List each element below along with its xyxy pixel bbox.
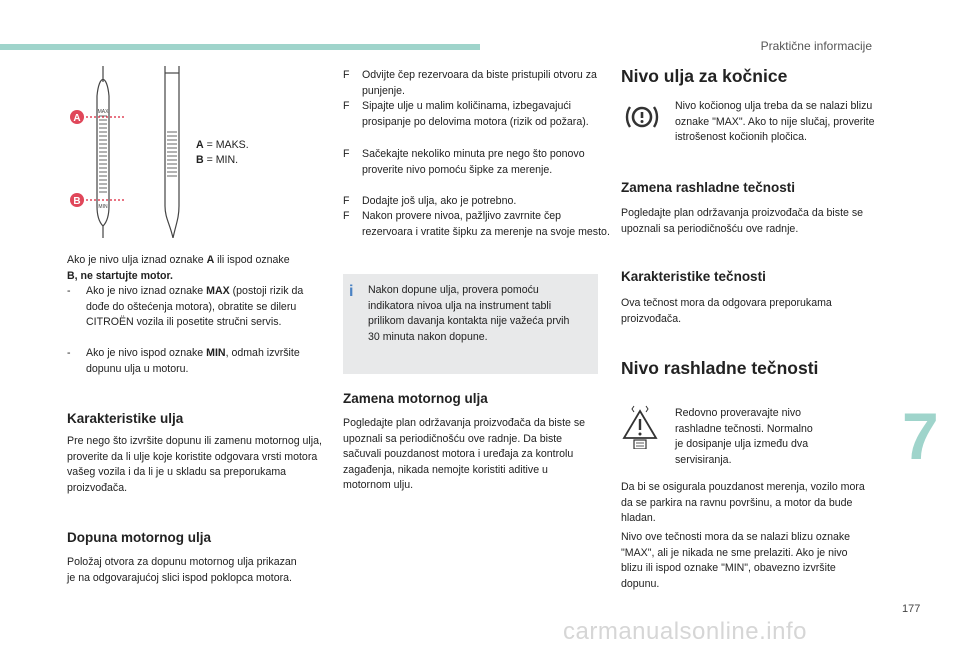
info-box [343,274,598,374]
step-item: F Odvijte čep rezervoara da biste pristupili otvoru za punjenje. [343,69,597,97]
list-item-below-min: - Ako je nivo ispod oznake MIN, odmah izvršite dopunu ulja u motoru. [67,347,300,375]
section-title-fluid-characteristics: Karakteristike tečnosti [621,269,766,284]
marker-a [70,110,84,124]
dipstick-illustration [62,66,212,238]
oil-characteristics-text: Pre nego što izvršite dopunu ili zamenu motornog ulja, proverite da li ulje koje koristite odgovara vrsti motora vašeg vozila i da li je u skladu sa preporukama proizvođača. [67,435,322,494]
marker-b [70,193,84,207]
section-title-oil-characteristics: Karakteristike ulja [67,411,184,426]
legend-a: A = MAKS. [196,139,249,151]
hot-surface-warning-icon [620,405,660,449]
section-header-title: Praktične informacije [760,39,872,53]
coolant-paragraph-1: Da bi se osigurala pouzdanost merenja, vozilo mora da se parkira na ravnu površinu, a motor da bude hladan. [621,481,865,524]
brake-fluid-text: Nivo kočionog ulja treba da se nalazi blizu oznake "MAX". Ako to nije slučaj, proverite istrošenost kočionih pločica. [675,100,875,143]
section-title-oil-refill: Dopuna motornog ulja [67,530,211,545]
svg-text:A: A [73,113,81,124]
section-title-brake-fluid: Nivo ulja za kočnice [621,66,788,86]
coolant-paragraph-2: Nivo ove tečnosti mora da se nalazi blizu oznake "MAX", ali je nikada ne sme prelaziti. Ako je nivo blizu ili ispod oznake "MIN", obavezno izvršite dopunu. [621,531,851,590]
fluid-characteristics-text: Ova tečnost mora da odgovara preporukama proizvođača. [621,297,832,325]
step-item: F Nakon provere nivoa, pažljivo zavrnite čep rezervoara i vratite šipku za merenje na svoje mesto. [343,210,610,238]
step-item: F Sačekajte nekoliko minuta pre nego što ponovo proverite nivo pomoću šipke za merenje. [343,148,585,176]
coolant-level-text: Redovno proveravajte nivo rashladne tečnosti. Normalno je dosipanje ulja između dva servisiranja. [675,407,813,466]
oil-refill-text: Položaj otvora za dopunu motornog ulja prikazan je na odgovarajućoj slici ispod poklopca motora. [67,556,297,584]
info-icon: i [349,283,354,300]
section-title-oil-change: Zamena motornog ulja [343,391,488,406]
svg-text:B: B [73,196,81,207]
section-title-coolant-change: Zamena rashladne tečnosti [621,180,796,195]
section-title-coolant-level: Nivo rashladne tečnosti [621,358,819,378]
page-number: 177 [902,603,921,615]
oil-change-text: Pogledajte plan održavanja proizvođača da biste se upoznali sa periodičnošću ove radnje. Da biste sačuvali pouzdanost motora i uređaja za kontrolu zagađenja, nikada nemojte koristiti aditive u motornom ulju. [343,417,586,491]
watermark: carmanualsonline.info [563,618,807,645]
list-item-above-max: - Ako je nivo iznad oznake MAX (postoji rizik da dođe do oštećenja motora), obratite se dileru CITROËN vozila ili posetite stručni servis. [67,285,304,328]
legend-b: B = MIN. [196,154,239,166]
max-marker-icon [98,109,110,115]
step-item: F Dodajte još ulja, ako je potrebno. [343,195,517,207]
svg-text:MAX: MAX [97,109,109,115]
info-text: Nakon dopune ulja, provera pomoću indikatora nivoa ulja na instrument tabli prilikom davanja kontakta nije važeća prvih 30 minuta nakon dopune. [368,284,570,343]
min-marker-icon [98,204,108,210]
svg-text:MIN: MIN [98,204,108,210]
intro-paragraph: Ako je nivo ulja iznad oznake A ili ispod oznake B, ne startujte motor. [67,254,290,282]
step-item: F Sipajte ulje u malim količinama, izbegavajući prosipanje po delovima motora (rizik od požara). [343,100,589,128]
header-accent-bar [0,44,480,50]
coolant-change-text: Pogledajte plan održavanja proizvođača da biste se upoznali sa periodičnošću ove radnje. [621,207,864,235]
chapter-number: 7 [902,399,939,473]
brake-warning-icon [625,102,659,132]
